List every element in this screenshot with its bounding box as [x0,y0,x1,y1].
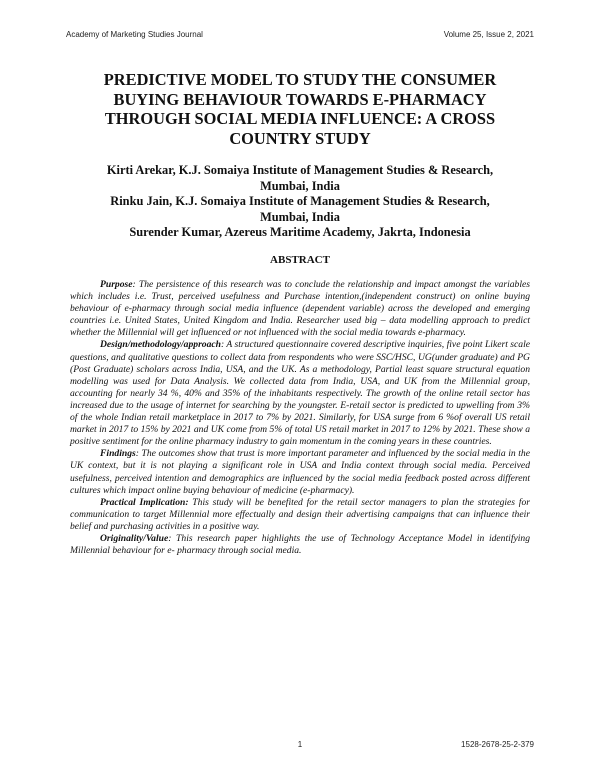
section-label: Design/methodology/approach [100,339,221,351]
abstract-originality [70,533,530,557]
title-line: COUNTRY STUDY [229,128,371,148]
section-label: Findings [100,448,136,460]
abstract-heading: ABSTRACT [270,254,330,266]
section-label: Purpose [100,279,133,290]
section-text: : A structured questionnaire covered descriptive inquiries, five point Likert scale questions, and qualitative questions to collect data from respondents who were SSC/HSC, UG(under graduate) and PG (Post Graduate) scholars across India, USA, and the UK. As a methodology, Partial least square structural equation modelling was used for Data Analysis. We collected data from India, USA, and UK from the Millennial group, accounting for nearly 34 %, 40% and 35% of the inhabitants respectively. The growth of the online retail sector has increased due to the usage of internet for searching by the youngster. E-retail sector is predicted to upwelling from 3% of the whole Indian retail marketplace in 2017 to 7% by 2021. Similarly, for USA surge from 6 %of overall US retail market in 2017 to 15% by 2021 and UK come from 5% of total US retail market in 2017 to 12% by 2021. These show a positive sentiment for the online pharmacy industry to gain momentum in the coming years in these countries. [70,339,530,448]
abstract-body [70,279,530,557]
journal-name: Academy of Marketing Studies Journal [66,30,203,39]
section-text: : The outcomes show that trust is more important parameter and influenced by the social media in the UK context, but it is not playing a significant role in USA and India context through social media. Perceived usefulness, perceived intention and demographics are influenced by the social media feedback posted across different cultures which impact online buying behaviour of medicine (e-pharmacy). [70,448,530,496]
author-line: Kirti Arekar, K.J. Somaiya Institute of Management Studies & Research, [106,163,494,177]
title-line: PREDICTIVE MODEL TO STUDY THE CONSUMER [103,70,497,89]
section-text: : The persistence of this research was to conclude the relationship and impact amongst the variables which includes i.e. Trust, perceived usefulness and Purchase intention,(independent construct) on online buying behaviour of e-pharmacy through social media influence (dependent variable) across the developed and emerging countries i.e. United States, United Kingdom and India. Researcher used big – data modelling approach to predict whether the Millennial will get influenced or not influenced with the social media towards e-pharmacy. [70,279,530,339]
author-line: Mumbai, India [260,209,340,224]
section-text: This study will be benefited for the retail sector managers to plan the strategies for communication to target Millennial more effectually and design their advertising campaigns that can influence their belief and purchasing activities in a positive way. [70,496,531,532]
title-line: THROUGH SOCIAL MEDIA INFLUENCE: A CROSS [104,109,496,128]
section-text: : This research paper highlights the use of Technology Acceptance Model in identifying Millennial behaviour for e- pharmacy through social media. [70,532,530,557]
running-header [66,30,534,39]
title-line: BUYING BEHAVIOUR TOWARDS E-PHARMACY [113,89,487,109]
page-number: 1 [297,740,303,749]
author-line: Mumbai, India [260,178,340,193]
author-line: Surender Kumar, Azereus Maritime Academy, Jakrta, Indonesia [129,225,471,239]
volume-issue: Volume 25, Issue 2, 2021 [443,30,534,39]
abstract-practical-implication [70,497,530,533]
abstract-findings [70,448,530,496]
section-label: Practical Implication: [100,496,189,508]
abstract-purpose [70,279,530,339]
section-label: Originality/Value [100,532,169,544]
paper-title [60,70,540,148]
article-id: 1528-2678-25-2-379 [461,740,534,749]
author-line: Rinku Jain, K.J. Somaiya Institute of Management Studies & Research, [110,194,490,208]
abstract-design [70,339,530,448]
author-block [60,163,540,241]
